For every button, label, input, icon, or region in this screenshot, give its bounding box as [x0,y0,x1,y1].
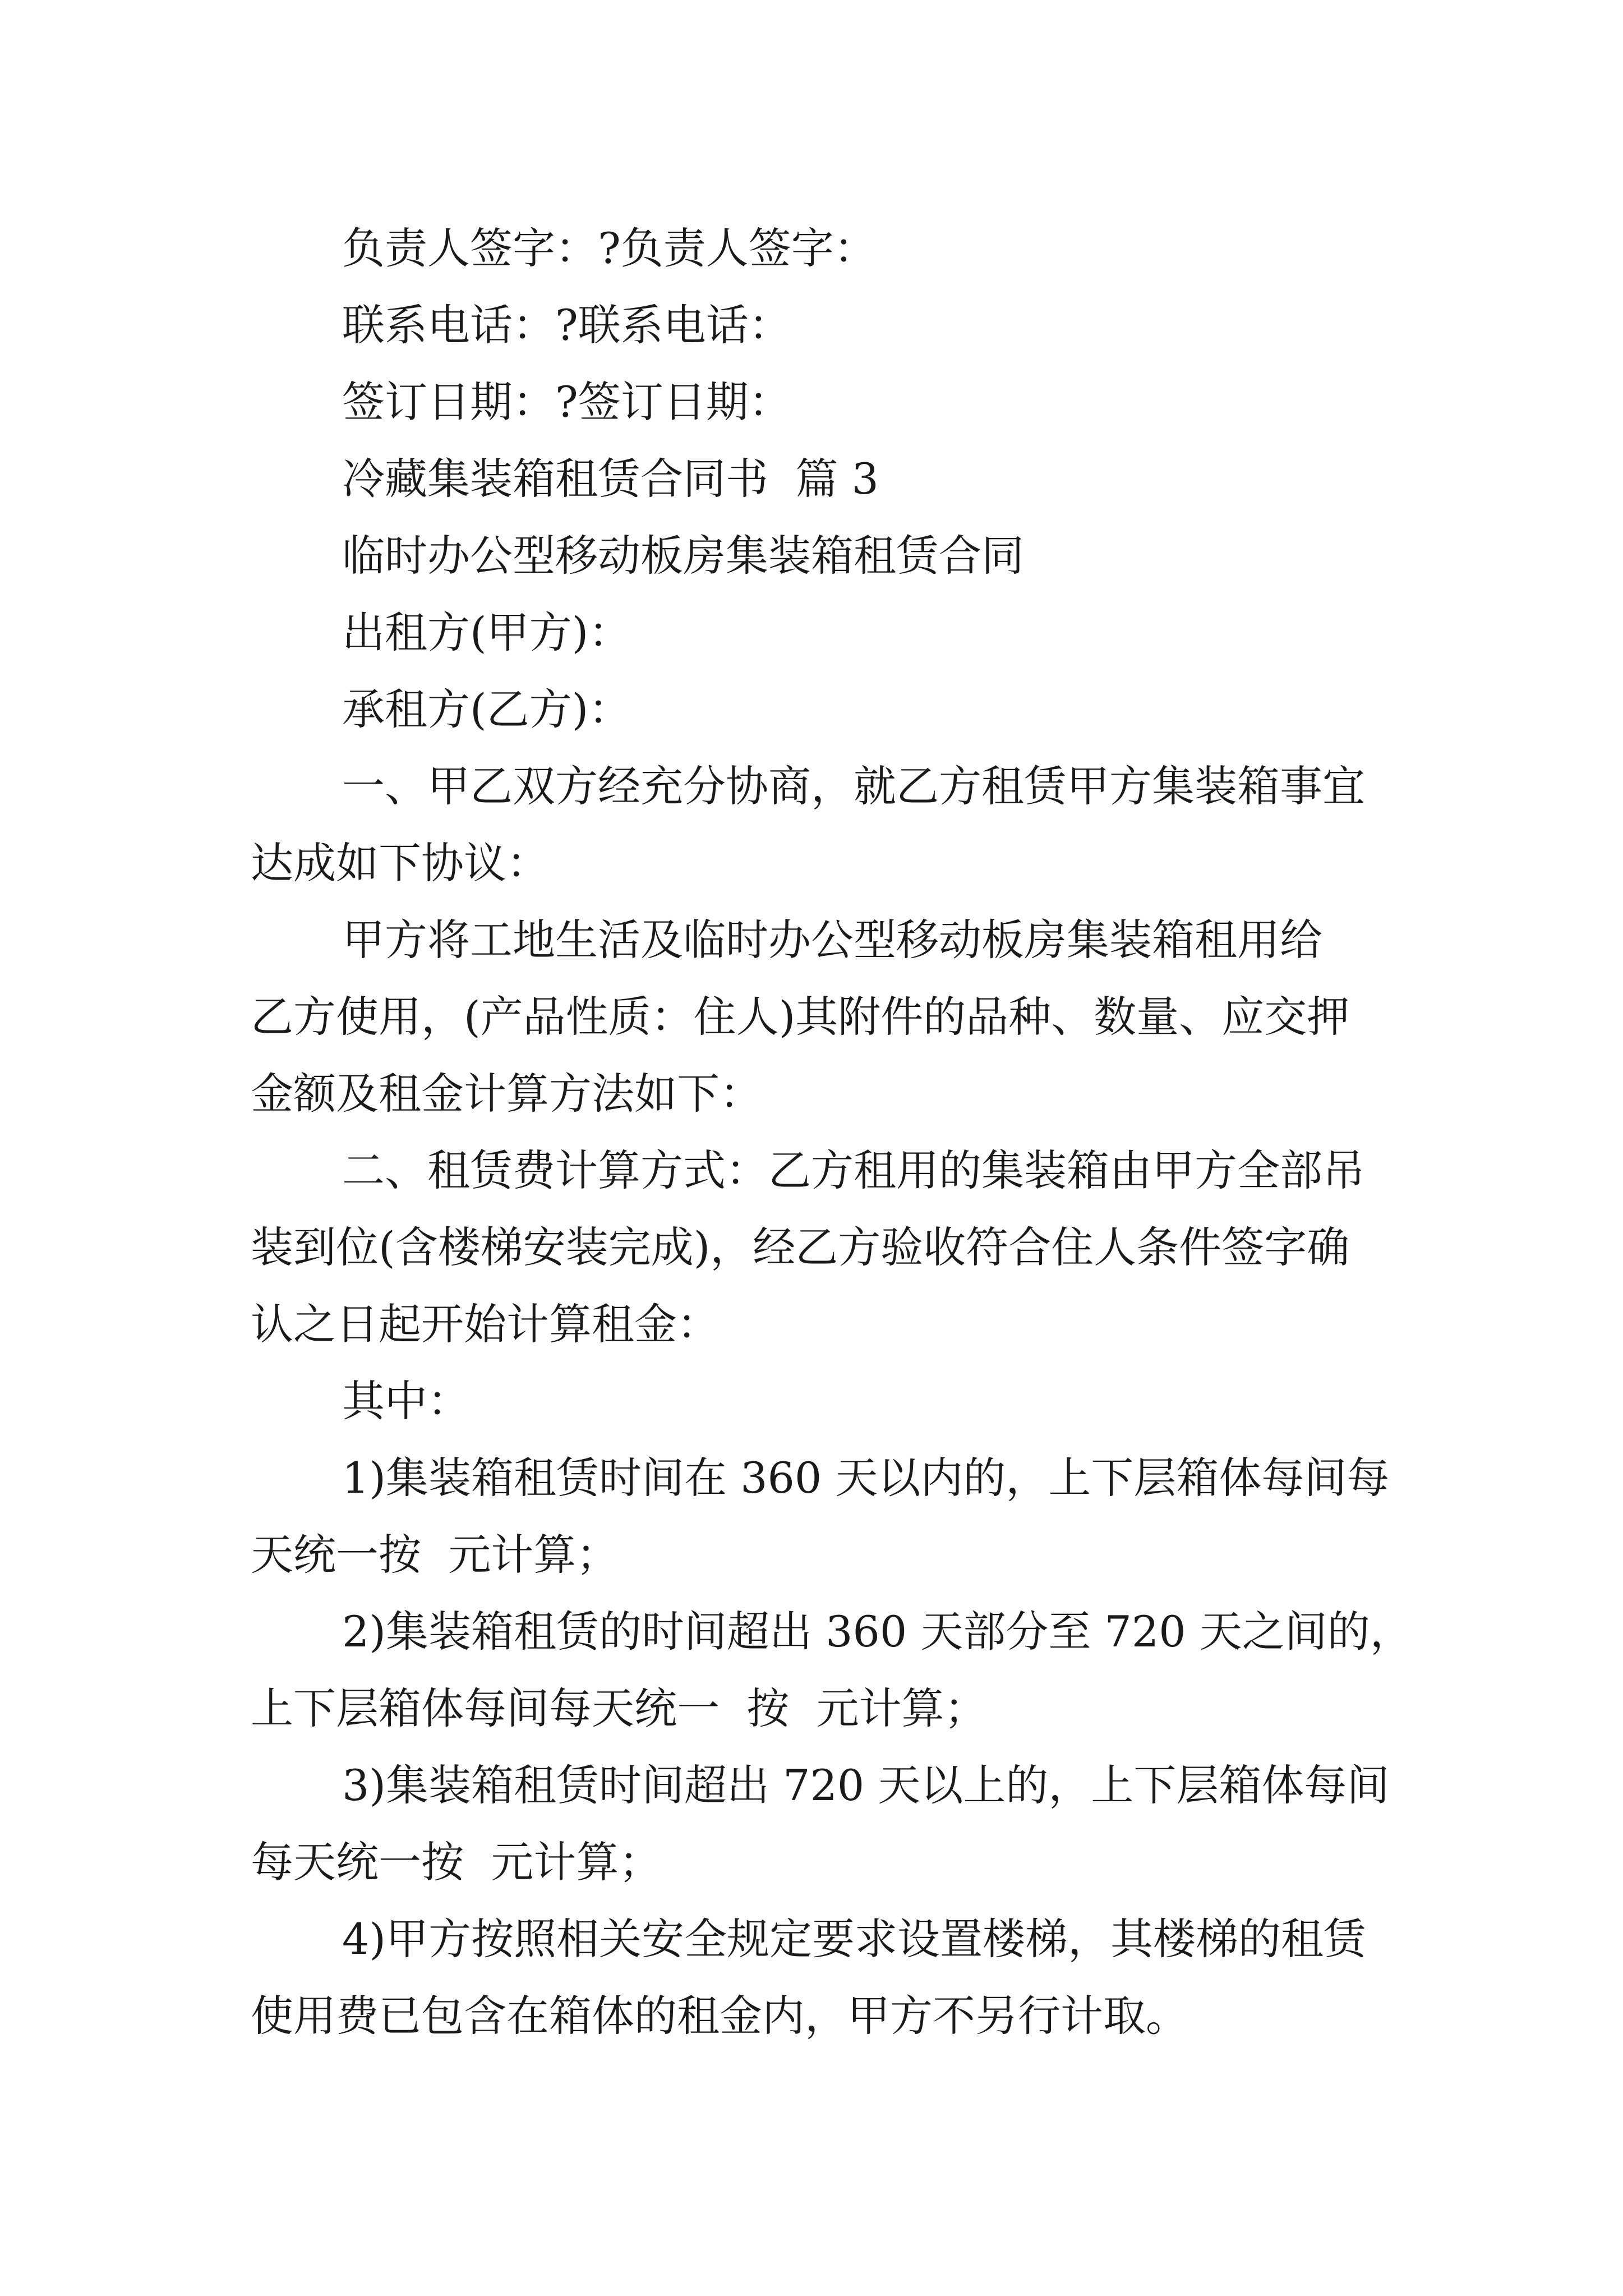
date-paragraph [251,364,1456,440]
text-line: 甲方将工地生活及临时办公型移动板房集装箱租用给 [342,915,1322,965]
among-which-paragraph [251,1363,1456,1439]
text-line: 达成如下协议： [251,838,549,888]
signature-paragraph [251,210,1456,287]
text-line: 一、甲乙双方经充分协商，就乙方租赁甲方集装箱事宜 [342,761,1365,811]
lessee-paragraph [251,671,1456,748]
text-line: 乙方使用，(产品性质：住人)其附件的品种、数量、应交押 [251,992,1350,1042]
text-line: 认之日起开始计算租金： [251,1299,720,1349]
text-line: 联系电话：?联系电话： [342,300,791,350]
clause-one-paragraph [251,748,1456,901]
text-line: 承租方(乙方)： [342,684,631,734]
text-line: 临时办公型移动板房集装箱租赁合同 [342,531,1024,581]
item-one-paragraph [251,1439,1456,1593]
item-four-paragraph [251,1901,1456,2054]
text-line: 上下层箱体每间每天统一 按 元计算； [251,1683,987,1733]
clause-two-paragraph [251,1132,1456,1363]
phone-paragraph [251,287,1456,364]
text-line: 4)甲方按照相关安全规定要求设置楼梯，其楼梯的租赁 [342,1914,1367,1964]
text-line: 使用费已包含在箱体的租金内，甲方不另行计取。 [251,1991,1188,2041]
text-line: 3)集装箱租赁时间超出 720 天以上的，上下层箱体每间 [342,1760,1390,1810]
item-two-paragraph [251,1593,1456,1747]
text-line: 其中： [342,1376,470,1426]
document-body [251,210,1456,2054]
text-line: 每天统一按 元计算； [251,1837,662,1887]
lease-scope-paragraph [251,901,1456,1132]
contract-title [251,517,1456,594]
text-line: 冷藏集装箱租赁合同书 篇 3 [342,454,879,504]
text-line: 1)集装箱租赁时间在 360 天以内的，上下层箱体每间每 [342,1453,1390,1503]
text-line: 签订日期：?签订日期： [342,377,791,427]
item-three-paragraph [251,1747,1456,1901]
text-line: 金额及租金计算方法如下： [251,1069,762,1119]
text-line: 负责人签字：?负责人签字： [342,223,877,273]
text-line: 二、租赁费计算方式：乙方租用的集装箱由甲方全部吊 [342,1145,1365,1195]
text-line: 2)集装箱租赁的时间超出 360 天部分至 720 天之间的， [342,1607,1413,1657]
text-line: 天统一按 元计算； [251,1530,619,1580]
text-line: 出租方(甲方)： [342,608,631,657]
section-heading [251,440,1456,517]
text-line: 装到位(含楼梯安装完成)，经乙方验收符合住人条件签字确 [251,1222,1350,1272]
lessor-paragraph [251,594,1456,671]
